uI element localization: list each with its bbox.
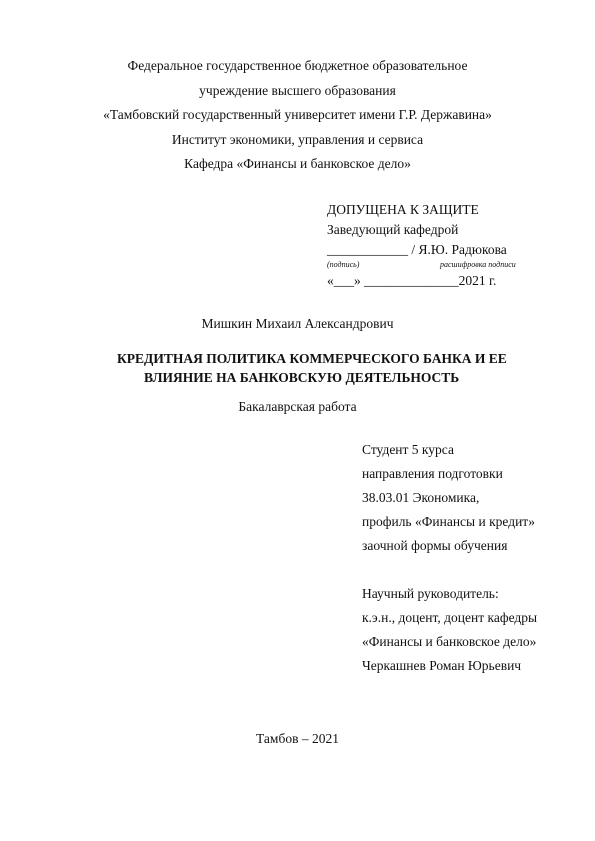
header-line-department: Кафедра «Финансы и банковское дело» <box>184 156 411 171</box>
approval-position: Заведующий кафедрой <box>327 222 459 237</box>
supervisor-line-1: Научный руководитель: <box>362 586 499 601</box>
student-line-5: заочной формы обучения <box>362 538 508 553</box>
student-line-2: направления подготовки <box>362 466 503 481</box>
student-line-3: 38.03.01 Экономика, <box>362 490 480 505</box>
header-line-institution-type: учреждение высшего образования <box>199 83 396 98</box>
header-line-university: «Тамбовский государственный университет имени Г.Р. Державина» <box>103 107 492 122</box>
work-title-line-2: ВЛИЯНИЕ НА БАНКОВСКУЮ ДЕЯТЕЛЬНОСТЬ <box>144 370 460 385</box>
work-title-line-1: КРЕДИТНАЯ ПОЛИТИКА КОММЕРЧЕСКОГО БАНКА И ЕЕ <box>117 351 507 366</box>
approval-decode-caption: расшифровка подписи <box>440 260 516 269</box>
student-line-4: профиль «Финансы и кредит» <box>362 514 535 529</box>
student-line-1: Студент 5 курса <box>362 442 454 457</box>
header-line-institute: Институт экономики, управления и сервиса <box>171 132 424 147</box>
approval-sign-caption: (подпись) <box>327 260 360 269</box>
work-type: Бакалаврская работа <box>238 399 357 414</box>
supervisor-line-2: к.э.н., доцент, доцент кафедры <box>362 610 538 625</box>
approval-heading: ДОПУЩЕНА К ЗАЩИТЕ <box>327 202 479 217</box>
header-line-ministry: Федеральное государственное бюджетное образовательное <box>127 58 468 73</box>
supervisor-line-3: «Финансы и банковское дело» <box>362 634 537 649</box>
approval-signature-line: ____________ / Я.Ю. Радюкова <box>327 242 507 257</box>
author-name: Мишкин Михаил Александрович <box>201 316 394 331</box>
approval-date-line: «___» ______________2021 г. <box>327 273 497 288</box>
city-year: Тамбов – 2021 <box>256 731 339 746</box>
supervisor-line-4: Черкашнев Роман Юрьевич <box>362 658 522 673</box>
